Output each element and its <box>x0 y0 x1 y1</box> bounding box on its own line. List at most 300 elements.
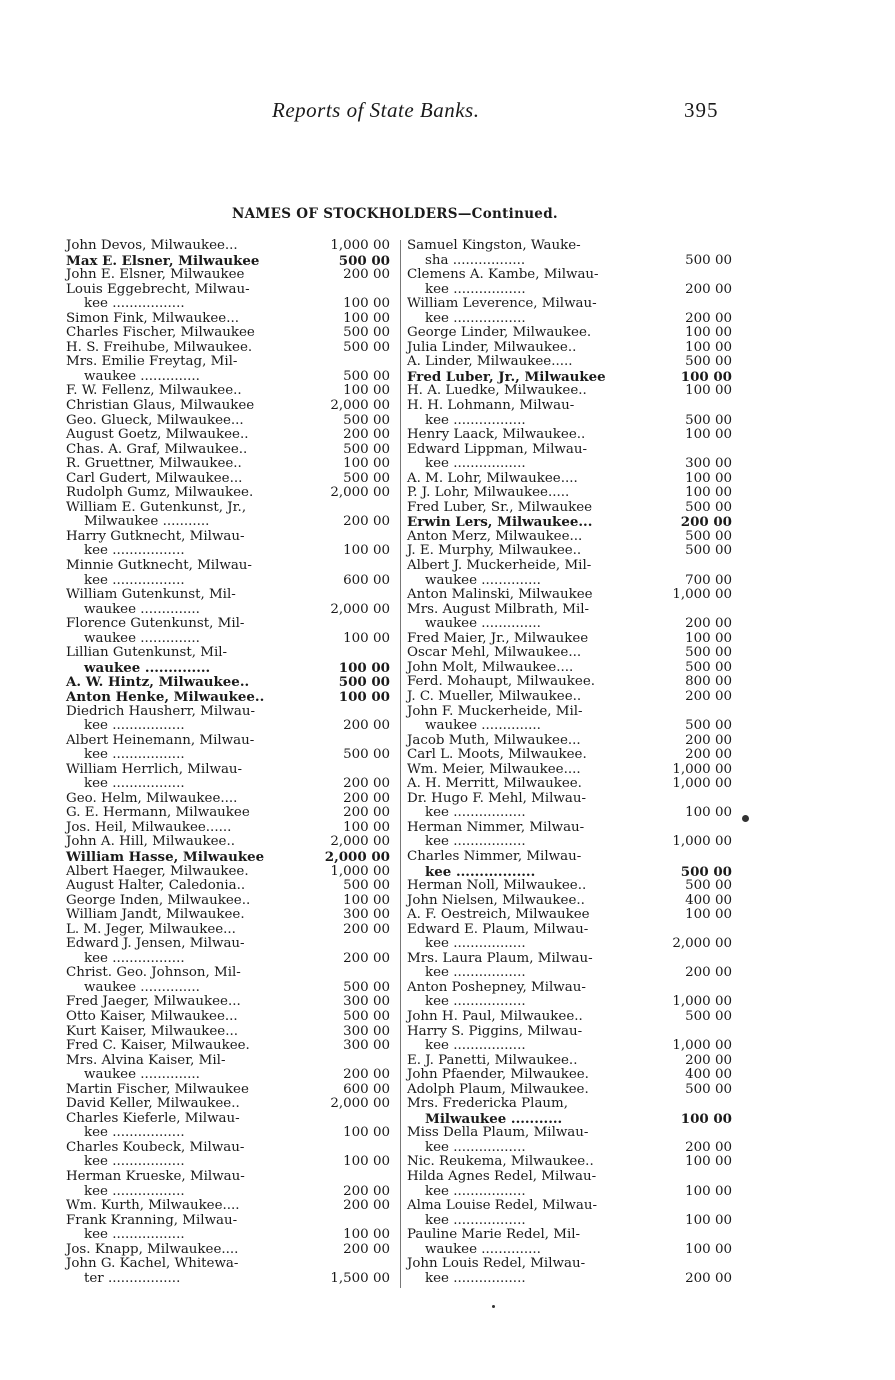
stockholder-name: Charles Koubeck, Milwau- <box>66 1139 245 1155</box>
stock-amount: 100 00 <box>343 819 390 835</box>
stockholder-name: Christ. Geo. Johnson, Mil- <box>66 965 241 981</box>
stockholder-line <box>66 588 398 603</box>
stockholder-name: waukee .............. <box>84 659 211 676</box>
stockholder-line <box>66 1185 398 1200</box>
stock-amount: 500 00 <box>680 863 732 880</box>
stock-amount: 600 00 <box>343 1081 390 1097</box>
stockholder-name: Lillian Gutenkunst, Mil- <box>66 645 228 661</box>
stock-amount: 100 00 <box>680 368 732 385</box>
stockholder-name: Simon Fink, Milwaukee... <box>66 310 239 326</box>
stock-amount: 100 00 <box>685 1241 732 1257</box>
stockholder-name: kee ................. <box>425 1212 526 1228</box>
stock-amount: 200 00 <box>685 732 732 748</box>
section-heading: NAMES OF STOCKHOLDERS—Continued. <box>232 206 558 222</box>
stockholder-line <box>407 705 747 720</box>
stockholder-name: F. W. Fellenz, Milwaukee.. <box>66 383 242 399</box>
stock-amount: 100 00 <box>343 1154 390 1170</box>
stockholder-line <box>66 399 398 414</box>
stockholder-line <box>407 632 747 647</box>
stock-amount: 200 00 <box>343 427 390 443</box>
stockholder-name: kee ................. <box>425 936 526 952</box>
stockholder-line <box>66 603 398 618</box>
stockholder-name: Geo. Helm, Milwaukee.... <box>66 790 238 806</box>
stockholder-line <box>66 1054 398 1069</box>
stockholder-name: kee ................. <box>84 747 185 763</box>
stockholder-line <box>407 1272 747 1287</box>
stockholder-name: J. E. Murphy, Milwaukee.. <box>407 543 582 559</box>
stockholder-line <box>407 559 747 574</box>
stock-amount: 100 00 <box>343 383 390 399</box>
stockholder-line <box>66 1170 398 1185</box>
stock-amount: 100 00 <box>343 543 390 559</box>
stock-amount: 200 00 <box>680 514 732 531</box>
stock-amount: 100 00 <box>685 1154 732 1170</box>
stock-amount: 200 00 <box>685 688 732 704</box>
stock-amount: 2,000 00 <box>330 398 390 414</box>
stockholder-name: Edward J. Jensen, Milwau- <box>66 936 245 952</box>
stockholder-line <box>407 1257 747 1272</box>
stockholder-name: Edward E. Plaum, Milwau- <box>407 921 589 937</box>
stockholder-name: kee ................. <box>84 1154 185 1170</box>
stockholder-name: Milwaukee ........... <box>84 514 210 530</box>
stockholder-line <box>407 821 747 836</box>
stockholder-name: John F. Muckerheide, Mil- <box>407 703 583 719</box>
stock-amount: 200 00 <box>685 1052 732 1068</box>
stock-amount: 2,000 00 <box>330 834 390 850</box>
stock-amount: 100 00 <box>685 1212 732 1228</box>
stockholder-name: Albert J. Muckerheide, Mil- <box>407 558 592 574</box>
stockholder-name: Samuel Kingston, Wauke- <box>407 238 581 253</box>
stock-amount: 300 00 <box>343 1038 390 1054</box>
stockholder-line <box>407 748 747 763</box>
stockholder-name: kee ................. <box>425 412 526 428</box>
stockholder-line <box>66 937 398 952</box>
stockholder-line <box>407 719 747 734</box>
stockholder-line <box>66 515 398 530</box>
stockholder-name: waukee .............. <box>425 718 541 734</box>
stockholder-name: Mrs. Fredericka Plaum, <box>407 1096 569 1112</box>
stockholder-name: kee ................. <box>425 281 526 297</box>
stockholder-line <box>66 486 398 501</box>
stock-amount: 200 00 <box>343 718 390 734</box>
stockholder-line <box>66 690 398 705</box>
stock-amount: 400 00 <box>685 1067 732 1083</box>
stockholder-name: Fred C. Kaiser, Milwaukee. <box>66 1038 250 1054</box>
stockholder-name: Dr. Hugo F. Mehl, Milwau- <box>407 790 587 806</box>
column-divider <box>400 240 401 1288</box>
stock-amount: 200 00 <box>685 616 732 632</box>
stockholder-name: waukee .............. <box>425 572 541 588</box>
stock-amount: 500 00 <box>343 747 390 763</box>
stockholder-line <box>407 312 747 327</box>
stock-amount: 500 00 <box>343 1008 390 1024</box>
running-title: Reports of State Banks. <box>272 98 480 122</box>
stockholder-line <box>407 1083 747 1098</box>
stock-amount: 200 00 <box>343 514 390 530</box>
stockholder-name: H. H. Lohmann, Milwau- <box>407 398 575 414</box>
stockholder-name: waukee .............. <box>84 630 200 646</box>
stockholder-name: kee ................. <box>425 863 536 880</box>
stockholder-line <box>66 719 398 734</box>
stockholder-line <box>66 835 398 850</box>
stock-amount: 100 00 <box>343 1227 390 1243</box>
stockholder-line <box>407 690 747 705</box>
stockholder-line <box>407 1010 747 1025</box>
stockholder-name: Adolph Plaum, Milwaukee. <box>407 1081 589 1097</box>
stockholder-line <box>407 865 747 880</box>
stock-amount: 300 00 <box>343 907 390 923</box>
stock-amount: 500 00 <box>685 528 732 544</box>
stockholder-name: August Goetz, Milwaukee.. <box>66 427 249 443</box>
stock-amount: 200 00 <box>343 776 390 792</box>
stockholder-line <box>407 995 747 1010</box>
stockholder-name: Albert Heinemann, Milwau- <box>66 732 255 748</box>
stockholder-line <box>66 283 398 298</box>
stockholder-name: William Hasse, Milwaukee <box>66 848 265 865</box>
stockholder-line <box>407 268 747 283</box>
stockholder-name: R. Gruettner, Milwaukee.. <box>66 456 242 472</box>
stockholder-name: Louis Eggebrecht, Milwau- <box>66 281 250 297</box>
stockholder-name: Alma Louise Redel, Milwau- <box>407 1198 597 1214</box>
stock-amount: 600 00 <box>343 572 390 588</box>
ink-speck <box>492 1305 495 1308</box>
stockholder-name: Fred Luber, Jr., Milwaukee <box>407 368 606 385</box>
stockholder-line <box>66 632 398 647</box>
stock-amount: 500 00 <box>685 659 732 675</box>
stockholder-line <box>407 530 747 545</box>
stockholder-name: kee ................. <box>84 296 185 312</box>
stock-amount: 200 00 <box>343 790 390 806</box>
stockholder-line <box>66 1025 398 1040</box>
stockholder-line <box>407 1141 747 1156</box>
stock-amount: 1,000 00 <box>330 238 390 253</box>
stockholder-name: Anton Malinski, Milwaukee <box>407 587 593 603</box>
stockholder-line <box>66 675 398 690</box>
stockholder-name: John A. Hill, Milwaukee.. <box>66 834 235 850</box>
stockholder-line <box>407 894 747 909</box>
stock-amount: 100 00 <box>343 296 390 312</box>
stockholder-name: Otto Kaiser, Milwaukee... <box>66 1008 238 1024</box>
stockholder-line <box>66 908 398 923</box>
stockholder-name: Milwaukee ........... <box>425 1110 563 1127</box>
stockholder-line <box>407 1199 747 1214</box>
stock-amount: 500 00 <box>685 252 732 268</box>
stockholder-line <box>407 1097 747 1112</box>
stockholder-line <box>407 457 747 472</box>
stock-amount: 100 00 <box>685 630 732 646</box>
stock-amount: 800 00 <box>685 674 732 690</box>
stock-amount: 500 00 <box>685 543 732 559</box>
stockholder-name: John G. Kachel, Whitewa- <box>66 1256 239 1272</box>
stockholder-name: Max E. Elsner, Milwaukee <box>66 252 260 269</box>
stockholder-name: Herman Nimmer, Milwau- <box>407 819 585 835</box>
stock-amount: 200 00 <box>343 805 390 821</box>
stock-amount: 100 00 <box>338 659 390 676</box>
stockholder-name: kee ................. <box>84 1227 185 1243</box>
stockholder-line <box>407 515 747 530</box>
stock-amount: 2,000 00 <box>672 936 732 952</box>
stockholder-line <box>66 879 398 894</box>
stockholder-line <box>407 646 747 661</box>
stockholder-line <box>66 370 398 385</box>
stockholder-name: Oscar Mehl, Milwaukee... <box>407 645 582 661</box>
stockholder-line <box>407 603 747 618</box>
stock-amount: 1,000 00 <box>672 994 732 1010</box>
stockholder-name: Jacob Muth, Milwaukee... <box>407 732 581 748</box>
stockholder-name: John Pfaender, Milwaukee. <box>407 1067 589 1083</box>
stockholder-name: August Halter, Caledonia.. <box>66 878 246 894</box>
stockholder-line <box>407 1243 747 1258</box>
stockholder-line <box>66 806 398 821</box>
stockholder-line <box>66 268 398 283</box>
stockholder-line <box>66 1039 398 1054</box>
stockholder-line <box>66 384 398 399</box>
stockholder-name: kee ................. <box>84 950 185 966</box>
stockholder-name: sha ................. <box>425 252 526 268</box>
stockholder-line <box>66 1010 398 1025</box>
stockholder-line <box>407 792 747 807</box>
stockholder-line <box>66 501 398 516</box>
stockholder-line <box>407 370 747 385</box>
stockholder-line <box>66 1141 398 1156</box>
stock-amount: 500 00 <box>343 878 390 894</box>
stockholder-line <box>66 297 398 312</box>
stock-amount: 1,000 00 <box>672 776 732 792</box>
stock-amount: 200 00 <box>343 267 390 283</box>
stock-amount: 700 00 <box>685 572 732 588</box>
stockholder-name: Harry S. Piggins, Milwau- <box>407 1023 583 1039</box>
stock-amount: 100 00 <box>338 688 390 705</box>
stockholder-line <box>407 574 747 589</box>
stock-amount: 100 00 <box>343 1125 390 1141</box>
stockholder-line <box>407 1228 747 1243</box>
stockholder-name: kee ................. <box>84 718 185 734</box>
stockholder-line <box>66 355 398 370</box>
stockholder-line <box>66 428 398 443</box>
stockholder-name: Minnie Gutknecht, Milwau- <box>66 558 252 574</box>
stockholder-line <box>66 617 398 632</box>
stockholder-name: Wm. Kurth, Milwaukee.... <box>66 1198 240 1214</box>
stock-amount: 500 00 <box>343 368 390 384</box>
stockholder-name: John Molt, Milwaukee.... <box>407 659 574 675</box>
stock-amount: 200 00 <box>685 281 732 297</box>
stockholder-line <box>66 865 398 880</box>
stock-amount: 1,500 00 <box>330 1270 390 1286</box>
stock-amount: 500 00 <box>685 718 732 734</box>
stockholder-name: John E. Elsner, Milwaukee <box>66 267 245 283</box>
stock-amount: 100 00 <box>685 470 732 486</box>
stockholder-line <box>407 428 747 443</box>
stockholder-name: Fred Luber, Sr., Milwaukee <box>407 499 593 515</box>
stockholder-line <box>66 341 398 356</box>
stock-amount: 1,000 00 <box>672 834 732 850</box>
stockholder-line <box>66 574 398 589</box>
stock-amount: 500 00 <box>343 441 390 457</box>
page-header <box>0 98 895 130</box>
stockholder-name: Christian Glaus, Milwaukee <box>66 398 255 414</box>
stockholder-name: John Louis Redel, Milwau- <box>407 1256 586 1272</box>
stockholder-line <box>66 559 398 574</box>
stockholder-line <box>66 966 398 981</box>
stockholder-name: Mrs. Alvina Kaiser, Mil- <box>66 1052 226 1068</box>
stockholder-name: John H. Paul, Milwaukee.. <box>407 1008 583 1024</box>
stock-amount: 100 00 <box>343 630 390 646</box>
stockholder-name: kee ................. <box>425 1183 526 1199</box>
stockholder-name: William E. Gutenkunst, Jr., <box>66 499 247 515</box>
stock-amount: 200 00 <box>343 1067 390 1083</box>
stockholder-name: Mrs. Laura Plaum, Milwau- <box>407 950 593 966</box>
stockholder-name: Carl Gudert, Milwaukee... <box>66 470 243 486</box>
stock-amount: 500 00 <box>343 470 390 486</box>
stockholder-name: kee ................. <box>425 965 526 981</box>
stockholder-name: Anton Merz, Milwaukee... <box>407 528 583 544</box>
stockholder-line <box>407 443 747 458</box>
stockholder-line <box>407 1155 747 1170</box>
stockholder-line <box>66 995 398 1010</box>
stock-amount: 300 00 <box>343 1023 390 1039</box>
stockholder-line <box>407 399 747 414</box>
stockholder-line <box>66 923 398 938</box>
stockholder-name: Hilda Agnes Redel, Milwau- <box>407 1169 597 1184</box>
stock-amount: 500 00 <box>685 645 732 661</box>
stockholder-name: Miss Della Plaum, Milwau- <box>407 1125 589 1141</box>
stockholder-line <box>407 297 747 312</box>
stockholder-name: Kurt Kaiser, Milwaukee... <box>66 1023 238 1039</box>
stockholder-name: E. J. Panetti, Milwaukee.. <box>407 1052 578 1068</box>
stockholder-line <box>407 734 747 749</box>
stockholder-name: Carl L. Moots, Milwaukee. <box>407 747 587 763</box>
stockholder-line <box>407 952 747 967</box>
stockholder-name: Martin Fischer, Milwaukee <box>66 1081 249 1097</box>
stockholder-line <box>407 908 747 923</box>
stockholder-name: George Inden, Milwaukee.. <box>66 892 251 908</box>
stockholder-line <box>407 675 747 690</box>
stockholder-line <box>407 355 747 370</box>
stockholder-line <box>407 835 747 850</box>
stockholder-name: Harry Gutknecht, Milwau- <box>66 528 245 544</box>
stockholder-line <box>407 1068 747 1083</box>
stockholder-line <box>66 254 398 269</box>
stockholder-name: Geo. Glueck, Milwaukee... <box>66 412 244 428</box>
stockholder-line <box>66 661 398 676</box>
stockholder-name: Florence Gutenkunst, Mil- <box>66 616 245 632</box>
stockholder-line <box>66 530 398 545</box>
stockholder-name: kee ................. <box>84 543 185 559</box>
stockholder-line <box>66 326 398 341</box>
stockholder-line <box>407 486 747 501</box>
stockholder-line <box>407 414 747 429</box>
stock-amount: 200 00 <box>343 1183 390 1199</box>
stockholder-line <box>66 457 398 472</box>
stock-amount: 2,000 00 <box>324 848 390 865</box>
stockholder-line <box>407 1185 747 1200</box>
stock-amount: 1,000 00 <box>672 761 732 777</box>
stockholder-name: Clemens A. Kambe, Milwau- <box>407 267 599 283</box>
stockholder-name: waukee .............. <box>84 368 200 384</box>
stock-amount: 200 00 <box>343 950 390 966</box>
stockholder-name: Diedrich Hausherr, Milwau- <box>66 703 255 719</box>
stockholder-name: Anton Henke, Milwaukee.. <box>66 688 265 705</box>
stockholder-line <box>407 661 747 676</box>
stockholder-line <box>66 1083 398 1098</box>
stockholder-line <box>66 646 398 661</box>
stock-amount: 100 00 <box>680 1110 732 1127</box>
stockholder-name: L. M. Jeger, Milwaukee... <box>66 921 236 937</box>
stockholder-name: George Linder, Milwaukee. <box>407 325 592 341</box>
stockholder-line <box>66 1243 398 1258</box>
stock-amount: 200 00 <box>685 1270 732 1286</box>
stockholder-line <box>66 705 398 720</box>
stock-amount: 300 00 <box>343 994 390 1010</box>
stockholder-name: Julia Linder, Milwaukee.. <box>407 339 577 355</box>
stockholder-line <box>66 1112 398 1127</box>
stockholder-name: waukee .............. <box>425 1241 541 1257</box>
stockholder-name: Fred Maier, Jr., Milwaukee <box>407 630 589 646</box>
stockholder-name: kee ................. <box>425 1270 526 1286</box>
stockholder-name: A. H. Merritt, Milwaukee. <box>407 776 582 792</box>
stockholder-line <box>407 1170 747 1185</box>
stockholder-name: Albert Haeger, Milwaukee. <box>66 863 249 879</box>
stockholder-line <box>66 414 398 429</box>
stock-amount: 500 00 <box>685 354 732 370</box>
stockholder-line <box>66 239 398 254</box>
stockholder-line <box>66 1126 398 1141</box>
stockholder-line <box>407 806 747 821</box>
stockholder-line <box>66 850 398 865</box>
right-column <box>407 239 747 1286</box>
stockholder-name: Erwin Lers, Milwaukee... <box>407 514 593 531</box>
stockholder-line <box>407 1214 747 1229</box>
stock-amount: 500 00 <box>685 878 732 894</box>
stock-amount: 100 00 <box>685 427 732 443</box>
stock-amount: 100 00 <box>685 383 732 399</box>
stock-amount: 1,000 00 <box>672 1038 732 1054</box>
stockholder-line <box>66 443 398 458</box>
stockholder-line <box>66 472 398 487</box>
stockholder-line <box>407 850 747 865</box>
stock-amount: 200 00 <box>685 965 732 981</box>
stockholder-name: H. A. Luedke, Milwaukee.. <box>407 383 587 399</box>
stock-amount: 200 00 <box>685 1139 732 1155</box>
stock-amount: 400 00 <box>685 892 732 908</box>
stock-amount: 500 00 <box>685 1081 732 1097</box>
stockholder-name: P. J. Lohr, Milwaukee..... <box>407 485 570 501</box>
stock-amount: 500 00 <box>685 499 732 515</box>
stock-amount: 1,000 00 <box>330 863 390 879</box>
stockholder-line <box>407 283 747 298</box>
stock-amount: 500 00 <box>685 1008 732 1024</box>
stockholder-name: Charles Kieferle, Milwau- <box>66 1110 240 1126</box>
stockholder-name: William Jandt, Milwaukee. <box>66 907 245 923</box>
stockholder-name: Fred Jaeger, Milwaukee... <box>66 994 241 1010</box>
stock-amount: 2,000 00 <box>330 1096 390 1112</box>
stockholder-line <box>407 1112 747 1127</box>
stock-amount: 100 00 <box>685 339 732 355</box>
stockholder-line <box>407 981 747 996</box>
stockholder-line <box>407 239 747 254</box>
stock-amount: 200 00 <box>343 1241 390 1257</box>
stockholder-name: kee ................. <box>84 1125 185 1141</box>
stock-amount: 500 00 <box>343 412 390 428</box>
stockholder-line <box>66 544 398 559</box>
stockholder-name: kee ................. <box>425 1139 526 1155</box>
stockholder-line <box>66 1257 398 1272</box>
stockholder-line <box>66 981 398 996</box>
stock-amount: 200 00 <box>343 1198 390 1214</box>
stockholder-name: William Gutenkunst, Mil- <box>66 587 236 603</box>
stockholder-name: William Herrlich, Milwau- <box>66 761 243 777</box>
stockholder-name: kee ................. <box>425 834 526 850</box>
